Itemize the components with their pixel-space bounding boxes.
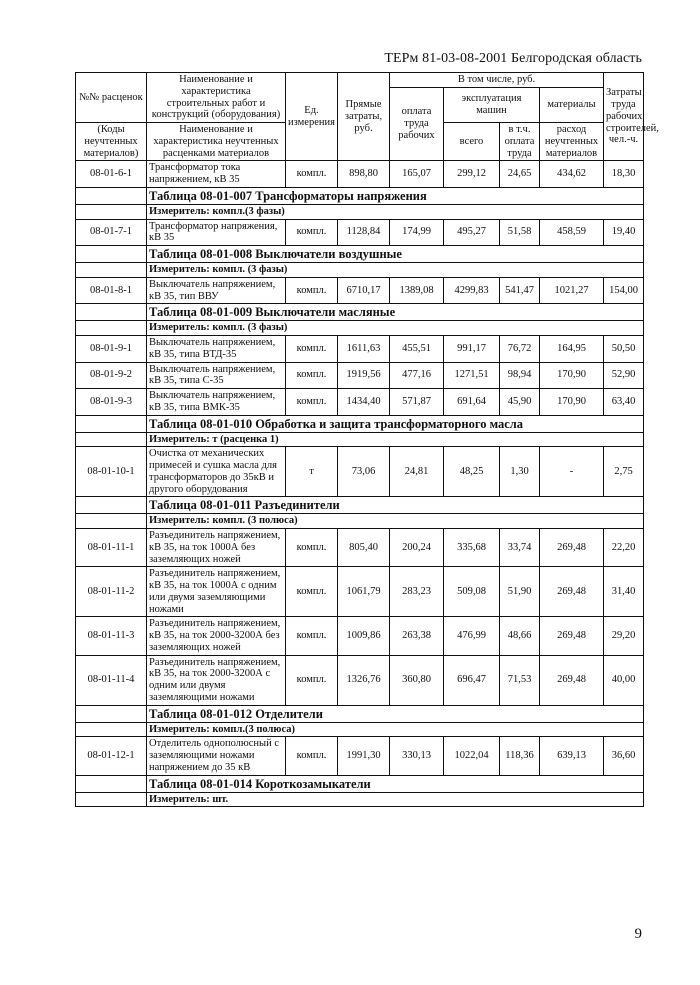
table-section-title [76, 187, 644, 204]
direct-cost: 1611,63 [338, 336, 390, 363]
measure-unit: Измеритель: компл. (3 полюса) [147, 514, 644, 529]
machines-cost: 495,27 [444, 219, 500, 246]
wages-cost: 200,24 [390, 529, 444, 567]
materials-cost: 170,90 [540, 389, 604, 416]
labor-cost: 36,60 [604, 737, 644, 775]
table-section-title [76, 415, 644, 432]
rate-code: 08-01-7-1 [76, 219, 147, 246]
rate-code: 08-01-11-4 [76, 655, 147, 705]
materials-cost: 458,59 [540, 219, 604, 246]
labor-cost: 18,30 [604, 161, 644, 188]
machines-cost: 696,47 [444, 655, 500, 705]
machines-cost: 4299,83 [444, 277, 500, 304]
wages-cost: 263,38 [390, 617, 444, 655]
rate-code: 08-01-9-1 [76, 336, 147, 363]
unit-cell: компл. [286, 219, 338, 246]
work-name: Выключатель напряжением, кВ 35, тип ВВУ [147, 277, 286, 304]
work-name: Разъединитель напряжением, кВ 35, на ток 2000-3200А без заземляющих ножей [147, 617, 286, 655]
col-header-direct: Прямые затраты, руб. [338, 73, 390, 161]
measure-unit-row [76, 432, 644, 447]
work-name: Выключатель напряжением, кВ 35, типа ВТД-35 [147, 336, 286, 363]
spacer-cell [76, 415, 147, 432]
unit-cell: компл. [286, 362, 338, 389]
rate-code: 08-01-11-2 [76, 567, 147, 617]
unit-cell: компл. [286, 655, 338, 705]
materials-cost: 170,90 [540, 362, 604, 389]
wages-cost: 283,23 [390, 567, 444, 617]
table-row [76, 737, 644, 775]
labor-cost: 154,00 [604, 277, 644, 304]
machines-cost: 476,99 [444, 617, 500, 655]
wages-cost: 477,16 [390, 362, 444, 389]
materials-cost: 269,48 [540, 655, 604, 705]
unit-cell: компл. [286, 161, 338, 188]
measure-unit: Измеритель: шт. [147, 792, 644, 807]
wages-cost: 1389,08 [390, 277, 444, 304]
wages-cost: 455,51 [390, 336, 444, 363]
table-section-title [76, 497, 644, 514]
work-name: Выключатель напряжением, кВ 35, типа ВМК-35 [147, 389, 286, 416]
labor-cost: 50,50 [604, 336, 644, 363]
rate-code: 08-01-9-2 [76, 362, 147, 389]
section-title: Таблица 08-01-011 Разъединители [147, 497, 644, 514]
spacer-cell [76, 514, 147, 529]
labor-cost: 2,75 [604, 447, 644, 497]
spacer-cell [76, 432, 147, 447]
spacer-cell [76, 705, 147, 722]
measure-unit: Измеритель: т (расценка 1) [147, 432, 644, 447]
rate-code: 08-01-11-1 [76, 529, 147, 567]
rate-code: 08-01-12-1 [76, 737, 147, 775]
wages-cost: 330,13 [390, 737, 444, 775]
wages-cost: 360,80 [390, 655, 444, 705]
rate-code: 08-01-8-1 [76, 277, 147, 304]
machines-cost: 691,64 [444, 389, 500, 416]
col-header-name-sub: Наименование и характеристика неучтенных расценками материалов [147, 123, 286, 161]
unit-cell: компл. [286, 529, 338, 567]
page-header: ТЕРм 81-03-08-2001 Белгородская область [384, 51, 642, 66]
materials-cost: 639,13 [540, 737, 604, 775]
direct-cost: 1434,40 [338, 389, 390, 416]
unit-cell: компл. [286, 617, 338, 655]
measure-unit-row [76, 722, 644, 737]
machines-wages: 541,47 [500, 277, 540, 304]
direct-cost: 1009,86 [338, 617, 390, 655]
machines-cost: 991,17 [444, 336, 500, 363]
measure-unit-row [76, 514, 644, 529]
table-row [76, 219, 644, 246]
materials-cost: 164,95 [540, 336, 604, 363]
materials-cost: 434,62 [540, 161, 604, 188]
spacer-cell [76, 187, 147, 204]
direct-cost: 898,80 [338, 161, 390, 188]
section-title: Таблица 08-01-007 Трансформаторы напряжения [147, 187, 644, 204]
spacer-cell [76, 722, 147, 737]
materials-cost: 269,48 [540, 529, 604, 567]
work-name: Разъединитель напряжением, кВ 35, на ток 1000А с одним или двумя заземляющими ножами [147, 567, 286, 617]
direct-cost: 73,06 [338, 447, 390, 497]
materials-cost: 269,48 [540, 617, 604, 655]
direct-cost: 6710,17 [338, 277, 390, 304]
measure-unit-row [76, 263, 644, 278]
machines-wages: 118,36 [500, 737, 540, 775]
table-row [76, 161, 644, 188]
machines-wages: 24,65 [500, 161, 540, 188]
unit-cell: компл. [286, 567, 338, 617]
wages-cost: 174,99 [390, 219, 444, 246]
table-row [76, 655, 644, 705]
labor-cost: 52,90 [604, 362, 644, 389]
materials-cost: 1021,27 [540, 277, 604, 304]
section-title: Таблица 08-01-012 Отделители [147, 705, 644, 722]
work-name: Очистка от механических примесей и сушка масла для трансформаторов до 35кВ и другого оборудования [147, 447, 286, 497]
section-title: Таблица 08-01-010 Обработка и защита трансформаторного масла [147, 415, 644, 432]
rate-code: 08-01-9-3 [76, 389, 147, 416]
col-header-mach-wages: в т.ч. оплата труда [500, 123, 540, 161]
direct-cost: 1326,76 [338, 655, 390, 705]
labor-cost: 40,00 [604, 655, 644, 705]
work-name: Отделитель однополюсный с заземляющими ножами напряжением до 35 кВ [147, 737, 286, 775]
section-title: Таблица 08-01-014 Короткозамыкатели [147, 775, 644, 792]
wages-cost: 571,87 [390, 389, 444, 416]
col-header-code: №№ расценок [76, 73, 147, 123]
spacer-cell [76, 204, 147, 219]
col-header-code-sub: (Коды неучтенных материалов) [76, 123, 147, 161]
col-header-mat-unaccounted: расход неучтенных материалов [540, 123, 604, 161]
spacer-cell [76, 775, 147, 792]
col-header-labor: Затраты труда рабочих строителей, чел.-ч. [604, 73, 644, 161]
measure-unit: Измеритель: компл.(3 полюса) [147, 722, 644, 737]
spacer-cell [76, 246, 147, 263]
labor-cost: 29,20 [604, 617, 644, 655]
table-row [76, 362, 644, 389]
machines-wages: 51,58 [500, 219, 540, 246]
spacer-cell [76, 792, 147, 807]
machines-wages: 48,66 [500, 617, 540, 655]
direct-cost: 1128,84 [338, 219, 390, 246]
labor-cost: 22,20 [604, 529, 644, 567]
machines-wages: 98,94 [500, 362, 540, 389]
spacer-cell [76, 263, 147, 278]
direct-cost: 1991,30 [338, 737, 390, 775]
machines-cost: 1022,04 [444, 737, 500, 775]
header-row-1 [76, 73, 644, 88]
work-name: Трансформатор тока напряжением, кВ 35 [147, 161, 286, 188]
materials-cost: - [540, 447, 604, 497]
col-header-materials: материалы [540, 87, 604, 122]
measure-unit-row [76, 792, 644, 807]
spacer-cell [76, 321, 147, 336]
wages-cost: 24,81 [390, 447, 444, 497]
work-name: Разъединитель напряжением, кВ 35, на ток 2000-3200А с одним или двумя заземляющими ножами [147, 655, 286, 705]
machines-wages: 33,74 [500, 529, 540, 567]
col-header-machines: эксплуатация машин [444, 87, 540, 122]
rate-code: 08-01-6-1 [76, 161, 147, 188]
measure-unit-row [76, 204, 644, 219]
table-section-title [76, 246, 644, 263]
table-row [76, 389, 644, 416]
unit-cell: компл. [286, 389, 338, 416]
section-title: Таблица 08-01-008 Выключатели воздушные [147, 246, 644, 263]
labor-cost: 31,40 [604, 567, 644, 617]
work-name: Разъединитель напряжением, кВ 35, на ток 1000А без заземляющих ножей [147, 529, 286, 567]
unit-cell: компл. [286, 336, 338, 363]
work-name: Трансформатор напряжения, кВ 35 [147, 219, 286, 246]
unit-cell: компл. [286, 277, 338, 304]
machines-wages: 51,90 [500, 567, 540, 617]
machines-wages: 71,53 [500, 655, 540, 705]
col-header-name: Наименование и характеристика строительных работ и конструкций (оборудования) [147, 73, 286, 123]
col-header-unit: Ед. измерения [286, 73, 338, 161]
table-row [76, 567, 644, 617]
rate-code: 08-01-10-1 [76, 447, 147, 497]
spacer-cell [76, 497, 147, 514]
direct-cost: 1919,56 [338, 362, 390, 389]
unit-cell: т [286, 447, 338, 497]
rates-table [75, 72, 659, 807]
table-row [76, 336, 644, 363]
col-header-incl: В том числе, руб. [390, 73, 604, 88]
measure-unit: Измеритель: компл. (3 фазы) [147, 263, 644, 278]
machines-wages: 76,72 [500, 336, 540, 363]
col-header-mach-total: всего [444, 123, 500, 161]
machines-cost: 509,08 [444, 567, 500, 617]
direct-cost: 1061,79 [338, 567, 390, 617]
table-row [76, 529, 644, 567]
labor-cost: 63,40 [604, 389, 644, 416]
machines-wages: 1,30 [500, 447, 540, 497]
materials-cost: 269,48 [540, 567, 604, 617]
labor-cost: 19,40 [604, 219, 644, 246]
page-number: 9 [634, 926, 642, 942]
machines-wages: 45,90 [500, 389, 540, 416]
machines-cost: 48,25 [444, 447, 500, 497]
table-body [76, 73, 659, 807]
work-name: Выключатель напряжением, кВ 35, типа С-35 [147, 362, 286, 389]
table-section-title [76, 705, 644, 722]
wages-cost: 165,07 [390, 161, 444, 188]
table-section-title [76, 304, 644, 321]
rate-code: 08-01-11-3 [76, 617, 147, 655]
measure-unit: Измеритель: компл.(3 фазы) [147, 204, 644, 219]
section-title: Таблица 08-01-009 Выключатели масляные [147, 304, 644, 321]
spacer-cell [76, 304, 147, 321]
measure-unit: Измеритель: компл. (3 фазы) [147, 321, 644, 336]
machines-cost: 335,68 [444, 529, 500, 567]
table-row [76, 447, 644, 497]
table-row [76, 617, 644, 655]
direct-cost: 805,40 [338, 529, 390, 567]
unit-cell: компл. [286, 737, 338, 775]
col-header-wages: оплата труда рабочих [390, 87, 444, 161]
table-section-title [76, 775, 644, 792]
machines-cost: 299,12 [444, 161, 500, 188]
measure-unit-row [76, 321, 644, 336]
machines-cost: 1271,51 [444, 362, 500, 389]
table-row [76, 277, 644, 304]
